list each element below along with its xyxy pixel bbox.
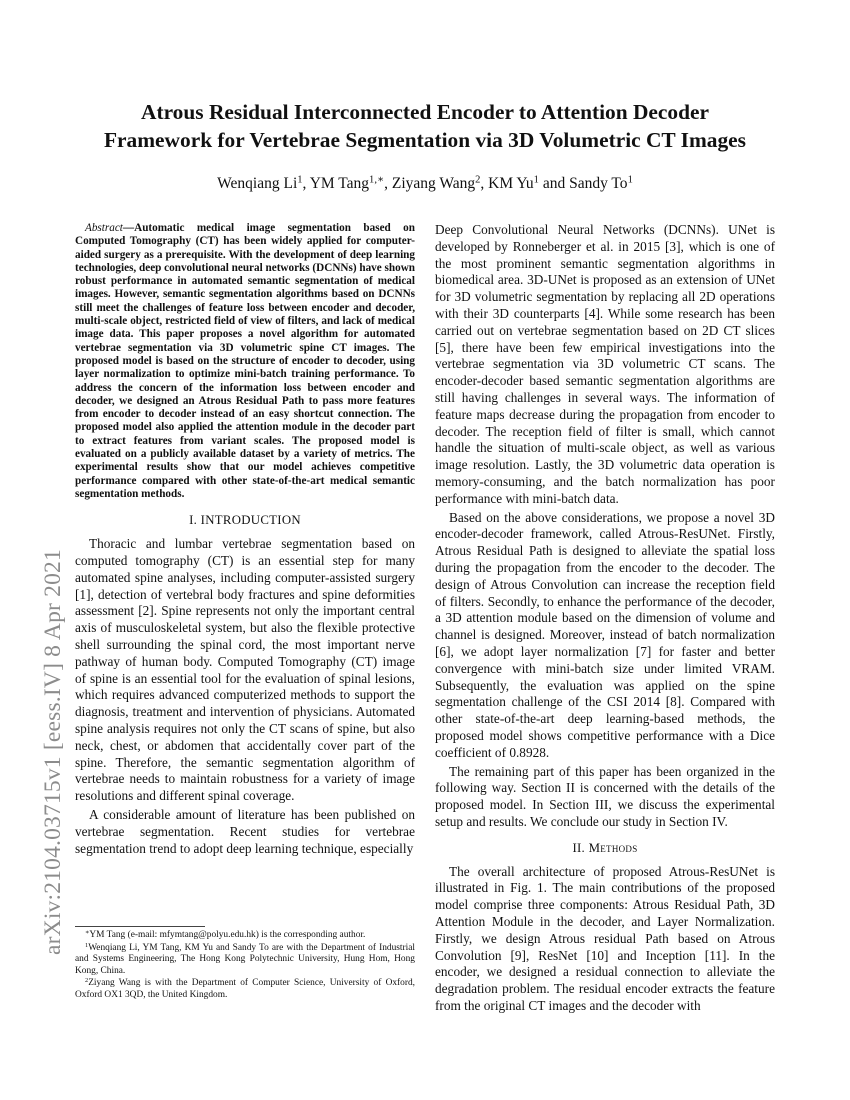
author-name: Wenqiang Li <box>217 175 298 192</box>
author-name: and Sandy To <box>538 175 628 192</box>
title-line-2: Framework for Vertebrae Segmentation via 3D Volumetric CT Images <box>103 128 747 152</box>
footnote-rule <box>75 926 205 927</box>
author-list <box>60 175 790 193</box>
left-column <box>75 222 415 859</box>
footnote-affiliation-1 <box>75 943 415 978</box>
footnote-mark: 2 <box>85 977 89 985</box>
section-title: Methods <box>588 840 638 855</box>
intro-paragraph-1: Thoracic and lumbar vertebrae segmentation based on computed tomography (CT) is an essential step for many automated spine analyses, including computer-assisted surgery [1], detection of vertebral body fractures and spine deformities assessment [2]. Spine represents not only the important central axis of musculoskeletal system, but also the flexible protective shell surrounding the spinal cord, the most important nerve pathway of human body. Computed Tomography (CT) image of spine is an essential tool for the evaluation of spinal lesions, which requires advanced computerized methods to support the diagnosis, treatment and intervention of physicians. Automated spine analysis requires not only the CT scans of spine, but also neck, chest, or abdomen that accidentally cover part of the spine. Therefore, the semantic segmentation algorithm of vertebrae needs to maintain robustness for a variety of image resolutions and different spinal coverage. <box>75 536 415 804</box>
footnotes <box>75 926 415 1003</box>
methods-paragraph-1: The overall architecture of proposed Atrous-ResUNet is illustrated in Fig. 1. The main contributions of the proposed model comprise three components: Atrous Residual Path, 3D Attention Module in the decoder, and Layer Normalization. Firstly, we design Atrous residual Path based on Atrous Convolution [9], ResNet [10] and Inception [11]. In the encoder, we designed a residual connection to alleviate the degradation problem. The residual encoder extracts the feature from the original CT images and the decoder with <box>435 863 775 1014</box>
author-name: , YM Tang <box>302 175 370 192</box>
abstract-dash: — <box>122 222 135 234</box>
abstract <box>75 222 415 501</box>
footnote-text: Wenqiang Li, YM Tang, KM Yu and Sandy To are with the Department of Industrial and Systems Engineering, The Hong Kong Polytechnic University, Hung Hom, Hong Kong, China. <box>75 942 415 976</box>
title-line-1: Atrous Residual Interconnected Encoder to Attention Decoder <box>141 100 709 124</box>
affiliation-mark: 1,∗ <box>369 174 385 186</box>
section-heading-introduction: I. INTRODUCTION <box>189 513 301 528</box>
affiliation-mark: 1 <box>533 174 539 186</box>
author-name: , KM Yu <box>480 175 534 192</box>
abstract-body: Automatic medical image segmentation based on Computed Tomography (CT) has been widely applied for computer-aided surgery as a prerequisite. With the development of deep learning technologies, deep convolutional neural networks (DCNNs) have shown robust performance in automated semantic segmentation of medical images. However, semantic segmentation algorithms based on DCNNs still meet the challenges of feature loss between encoder and decoder, multi-scale object, restricted field of view of filters, and lack of medical image data. This paper proposes a novel algorithm for automated vertebrae segmentation via 3D volumetric spine CT images. The proposed model is based on the structure of encoder to decoder, using layer normalization to optimize mini-batch training performance. To address the concern of the information loss between encoder and decoder, we designed an Atrous Residual Path to pass more features from encoder to decoder instead of an easy shortcut connection. The proposed model also applied the attention module in the decoder part to extract features from variant scales. The proposed model is evaluated on a publicly available dataset by a variety of metrics. The experimental results show that our model achieves competitive performance compared with other state-of-the-art medical semantic segmentation methods. <box>75 222 415 500</box>
intro-paragraph-3: Deep Convolutional Neural Networks (DCNNs). UNet is developed by Ronneberger et al. in 2015 [3], which is one of the most prominent semantic segmentation algorithms in biomedical area. 3D-UNet is proposed as an extension of UNet for 3D volumetric segmentation by replacing all 2D operations with their 3D counterparts [4]. While some research has been carried out on vertebrae segmentation based on 2D CT slices [5], there have been few empirical investigations into the vertebrae segmentation via 3D volumetric CT scans. The encoder-decoder based semantic segmentation algorithms are still having challenges in several ways. The information of feature maps decrease during the propagation from encoder to decoder. The reception field of filter is small, which cannot handle the situation of multi-scale object, as well as various image resolution. Lastly, the 3D volumetric data operation is memory-consuming, and the batch normalization has poor performance with mini-batch data. <box>435 222 775 506</box>
paper-title <box>60 98 790 154</box>
footnote-mark: ∗ <box>85 928 90 936</box>
abstract-label: Abstract <box>85 222 123 234</box>
author-name: , Ziyang Wang <box>384 175 476 192</box>
footnote-mark: 1 <box>85 941 89 949</box>
affiliation-mark: 1 <box>627 174 633 186</box>
footnote-text: YM Tang (e-mail: mfymtang@polyu.edu.hk) is the corresponding author. <box>89 930 366 940</box>
intro-paragraph-5: The remaining part of this paper has been organized in the following way. Section II is concerned with the details of the proposed model. In Section III, we discuss the experimental setup and results. We conclude our study in Section IV. <box>435 763 775 829</box>
intro-paragraph-2: A considerable amount of literature has been published on vertebrae segmentation. Recent studies for vertebrae segmentation trend to adopt deep learning technique, especially <box>75 806 415 856</box>
arxiv-stamp: arXiv:2104.03715v1 [eess.IV] 8 Apr 2021 <box>40 549 66 955</box>
footnote-corresponding <box>75 930 415 942</box>
footnote-affiliation-2 <box>75 978 415 1001</box>
section-heading-methods <box>435 841 775 856</box>
affiliation-mark: 1 <box>297 174 303 186</box>
section-number: II. <box>572 840 589 855</box>
right-column <box>435 222 775 1017</box>
footnote-text: Ziyang Wang is with the Department of Computer Science, University of Oxford, Oxford OX1 3QD, the United Kingdom. <box>75 978 415 1000</box>
intro-paragraph-4: Based on the above considerations, we propose a novel 3D encoder-decoder framework, called Atrous-ResUNet. Firstly, Atrous Residual Path is designed to alleviate the spatial loss during the propagation from the encoder to the decoder. The design of Atrous Convolution can increase the reception field of filters. Secondly, to enhance the performance of the decoder, a 3D attention module based on the dimension of volume and channel is designed. Moreover, instead of batch normalization [6], we adopt layer normalization [7] for faster and better convergence with mini-batch size under limited VRAM. Subsequently, the evaluation was applied on the spine segmentation challenge of the CSI 2014 [8]. Compared with other state-of-the-art deep learning-based methods, the proposed model shows competitive performance with a Dice coefficient of 0.8928. <box>435 509 775 760</box>
affiliation-mark: 2 <box>475 174 481 186</box>
